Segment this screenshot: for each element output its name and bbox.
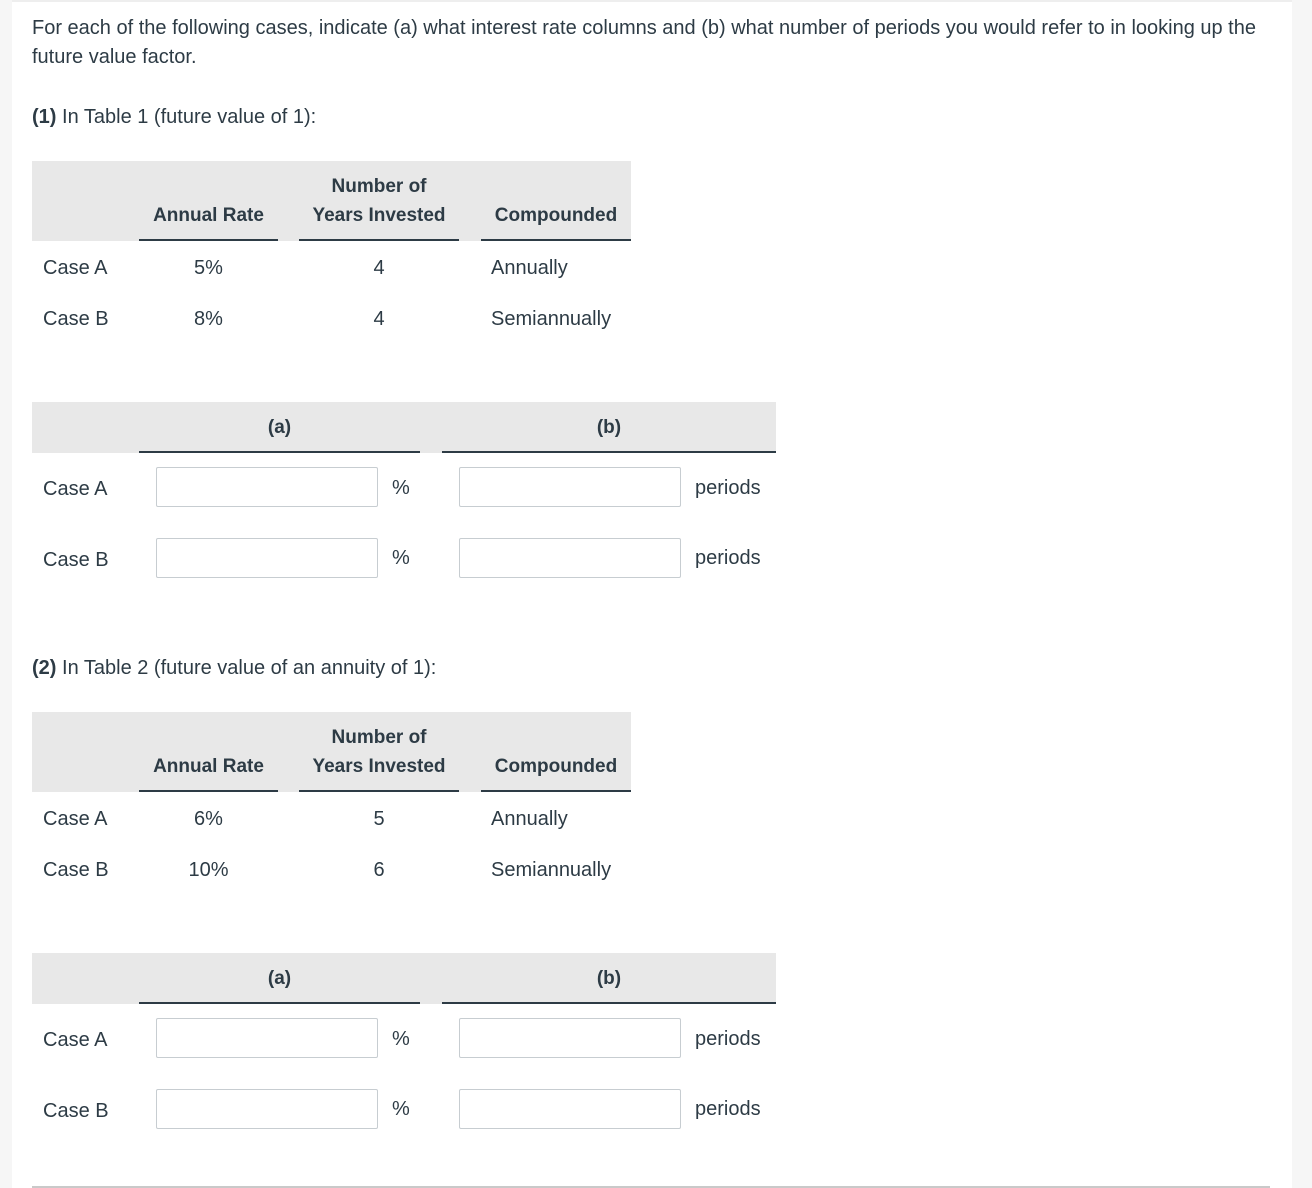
case-a-periods-input[interactable] [459,467,681,507]
section-1-title [32,104,316,130]
cell-compounded: Annually [491,257,568,279]
section-1-title-text: In Table 1 (future value of 1): [56,106,317,128]
section-2-number: (2) [32,657,57,679]
page-frame-top [12,0,1292,2]
cell-compounded: Semiannually [491,308,612,330]
header-underline [139,451,420,453]
case-b-rate-input[interactable] [156,1089,378,1129]
case-a-rate-input[interactable] [156,467,378,507]
row-label-case-b: Case B [43,549,109,571]
cell-annual-rate: 5% [194,257,223,279]
column-header-years-line2: Years Invested [312,756,446,777]
percent-unit: % [392,477,410,499]
header-underline [442,1002,776,1004]
header-underline [299,790,459,792]
column-header-years-line1: Number of [331,727,427,748]
cell-annual-rate: 8% [194,308,223,330]
cell-years-invested: 6 [373,859,385,881]
percent-unit: % [392,547,410,569]
case-a-periods-input[interactable] [459,1018,681,1058]
case-b-periods-input[interactable] [459,1089,681,1129]
page-frame-left [0,0,12,1188]
column-header-a: (a) [267,968,292,989]
row-label-case-a: Case A [43,257,108,279]
row-label-case-a: Case A [43,808,108,830]
column-header-b: (b) [596,417,622,438]
row-label-case-a: Case A [43,478,108,500]
periods-unit: periods [695,1098,761,1120]
column-header-years-line2: Years Invested [312,205,446,226]
percent-unit: % [392,1028,410,1050]
header-underline [442,451,776,453]
row-label-case-b: Case B [43,1100,109,1122]
column-header-compounded: Compounded [494,205,618,226]
header-underline [139,239,278,241]
header-underline [139,790,278,792]
case-a-rate-input[interactable] [156,1018,378,1058]
periods-unit: periods [695,1028,761,1050]
section-2-title-text: In Table 2 (future value of an annuity of 1): [56,657,437,679]
periods-unit: periods [695,547,761,569]
cell-years-invested: 5 [373,808,385,830]
row-label-case-a: Case A [43,1029,108,1051]
header-underline [481,790,631,792]
header-underline [139,1002,420,1004]
cell-years-invested: 4 [373,308,385,330]
page-frame-right [1292,0,1312,1188]
header-underline [299,239,459,241]
header-underline [481,239,631,241]
column-header-a: (a) [267,417,292,438]
periods-unit: periods [695,477,761,499]
cell-annual-rate: 6% [194,808,223,830]
case-b-periods-input[interactable] [459,538,681,578]
case-b-rate-input[interactable] [156,538,378,578]
column-header-b: (b) [596,968,622,989]
cell-years-invested: 4 [373,257,385,279]
column-header-compounded: Compounded [494,756,618,777]
section-2-title [32,655,436,681]
column-header-years-line1: Number of [331,176,427,197]
percent-unit: % [392,1098,410,1120]
column-header-annual-rate: Annual Rate [153,205,264,226]
cell-compounded: Annually [491,808,568,830]
column-header-annual-rate: Annual Rate [153,756,264,777]
row-label-case-b: Case B [43,308,109,330]
cell-compounded: Semiannually [491,859,612,881]
cell-annual-rate: 10% [188,859,229,881]
question-intro: For each of the following cases, indicate (a) what interest rate columns and (b) what number of periods you would refer to in looking up the future value factor. [32,17,1256,68]
row-label-case-b: Case B [43,859,109,881]
section-1-number: (1) [32,106,57,128]
